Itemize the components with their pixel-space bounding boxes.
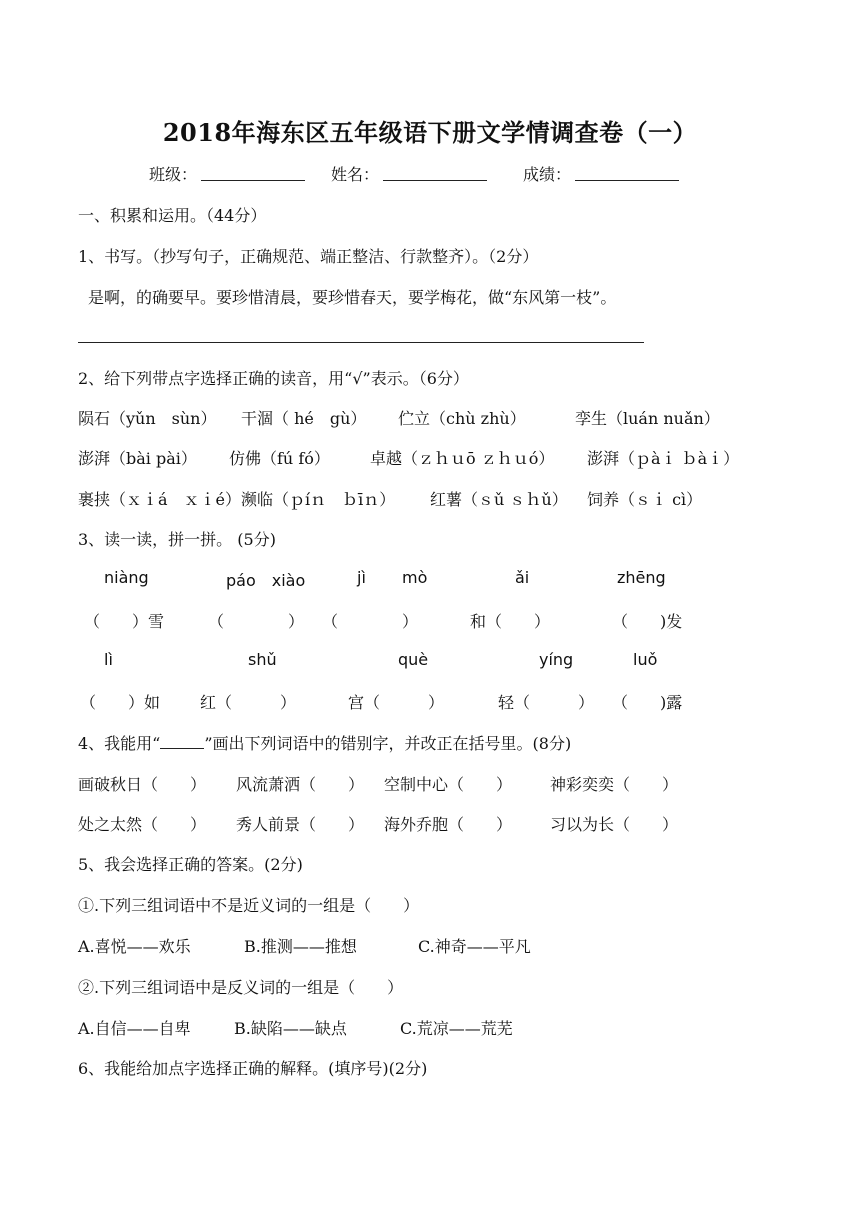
q4-item[interactable]: 风流萧洒（ ） xyxy=(236,775,365,794)
q3-blank[interactable]: （ ） xyxy=(322,612,419,631)
q2-item: 卓越（ｚｈｕō ｚｈｕó） xyxy=(370,449,555,468)
q2-item: 仿佛（fú fó） xyxy=(229,449,330,468)
q4-item[interactable]: 秀人前景（ ） xyxy=(236,815,365,834)
q4-title-start: 4、我能用“ xyxy=(78,734,161,753)
q5-sub2: ②.下列三组词语中是反义词的一组是（ ） xyxy=(78,978,404,997)
section-1-heading: 一、积累和运用。（44分） xyxy=(78,206,267,225)
underline-mark xyxy=(160,734,204,749)
q2-item: 裹挟（ｘｉá ｘｉé）濒临（ｐíｎ ｂīｎ） xyxy=(78,490,396,509)
name-label: 姓名： xyxy=(331,165,380,184)
q3-pinyin: jì xyxy=(357,568,366,587)
q1-title: 1、书写。（抄写句子，正确规范、端正整洁、行款整齐）。（2分） xyxy=(78,247,539,266)
q3-pinyin: ǎi xyxy=(515,568,530,587)
q5-option[interactable]: A.喜悦——欢乐 xyxy=(78,937,191,956)
q2-item: 澎湃（bài pài） xyxy=(78,449,197,468)
q4-title-end: ”画出下列词语中的错别字，并改正在括号里。(8分) xyxy=(204,734,572,753)
name-blank[interactable] xyxy=(383,180,487,181)
q2-item: 澎湃（ｐàｉ ｂàｉ） xyxy=(587,449,740,468)
q2-title: 2、给下列带点字选择正确的读音，用“√”表示。（6分） xyxy=(78,369,469,388)
q2-item: 红薯（ｓǔ ｓｈǔ） xyxy=(430,490,568,509)
q4-item[interactable]: 画破秋日（ ） xyxy=(78,775,207,794)
q5-option[interactable]: A.自信——自卑 xyxy=(78,1019,191,1038)
q3-pinyin: yíng xyxy=(539,650,574,669)
q3-title: 3、读一读，拼一拼。 (5分) xyxy=(78,530,276,549)
q3-blank[interactable]: （ )发 xyxy=(612,612,683,631)
q5-title: 5、我会选择正确的答案。(2分) xyxy=(78,855,303,874)
q4-item[interactable]: 海外乔胞（ ） xyxy=(384,815,513,834)
q2-item: 饲养（ｓｉ cì） xyxy=(587,490,703,509)
page-title: 2018年海东区五年级语下册文学情调查卷（一） xyxy=(162,118,698,147)
q3-blank[interactable]: （ )露 xyxy=(612,693,683,712)
q3-blank[interactable]: （ ） xyxy=(208,612,305,631)
q5-option[interactable]: C.神奇——平凡 xyxy=(418,937,531,956)
q5-option[interactable]: B.缺陷——缺点 xyxy=(234,1019,347,1038)
q5-sub1: ①.下列三组词语中不是近义词的一组是（ ） xyxy=(78,896,420,915)
q3-pinyin: niàng xyxy=(104,568,149,587)
q3-pinyin: shǔ xyxy=(248,650,277,669)
q4-title xyxy=(78,731,571,754)
q4-item[interactable]: 神彩奕奕（ ） xyxy=(550,775,679,794)
q4-item[interactable]: 习以为长（ ） xyxy=(550,815,679,834)
q5-option[interactable]: B.推测——推想 xyxy=(244,937,357,956)
q3-blank[interactable]: （ ）雪 xyxy=(84,612,165,631)
score-label: 成绩： xyxy=(523,165,572,184)
q2-item: 孪生（luán nuǎn） xyxy=(575,409,720,428)
q3-pinyin: què xyxy=(398,650,429,669)
q3-blank[interactable]: 轻（ ） xyxy=(498,693,595,712)
q5-option[interactable]: C.荒凉——荒芜 xyxy=(400,1019,513,1038)
q3-blank[interactable]: （ ）如 xyxy=(80,693,161,712)
q3-pinyin: mò xyxy=(402,568,428,587)
q3-pinyin: páo xiào xyxy=(226,571,306,590)
class-label: 班级： xyxy=(149,165,198,184)
q3-blank[interactable]: 红（ ） xyxy=(200,693,297,712)
class-blank[interactable] xyxy=(201,180,305,181)
q1-answer-line[interactable] xyxy=(78,342,644,343)
q6-title: 6、我能给加点字选择正确的解释。(填序号)(2分) xyxy=(78,1059,428,1078)
q2-item: 伫立（chù zhù） xyxy=(398,409,526,428)
score-blank[interactable] xyxy=(575,180,679,181)
q3-blank[interactable]: 和（ ） xyxy=(470,612,551,631)
q4-item[interactable]: 处之太然（ ） xyxy=(78,815,207,834)
q1-sentence: 是啊，的确要早。要珍惜清晨，要珍惜春天，要学梅花，做“东风第一枝”。 xyxy=(88,288,617,307)
q3-blank[interactable]: 宫（ ） xyxy=(348,693,445,712)
q2-item: 干涸（ hé gù） xyxy=(241,409,367,428)
q3-pinyin: lì xyxy=(104,650,113,669)
q3-pinyin: zhēng xyxy=(617,568,666,587)
q4-item[interactable]: 空制中心（ ） xyxy=(384,775,513,794)
q3-pinyin: luǒ xyxy=(633,650,658,669)
q2-item: 陨石（yǔn sùn） xyxy=(78,409,217,428)
